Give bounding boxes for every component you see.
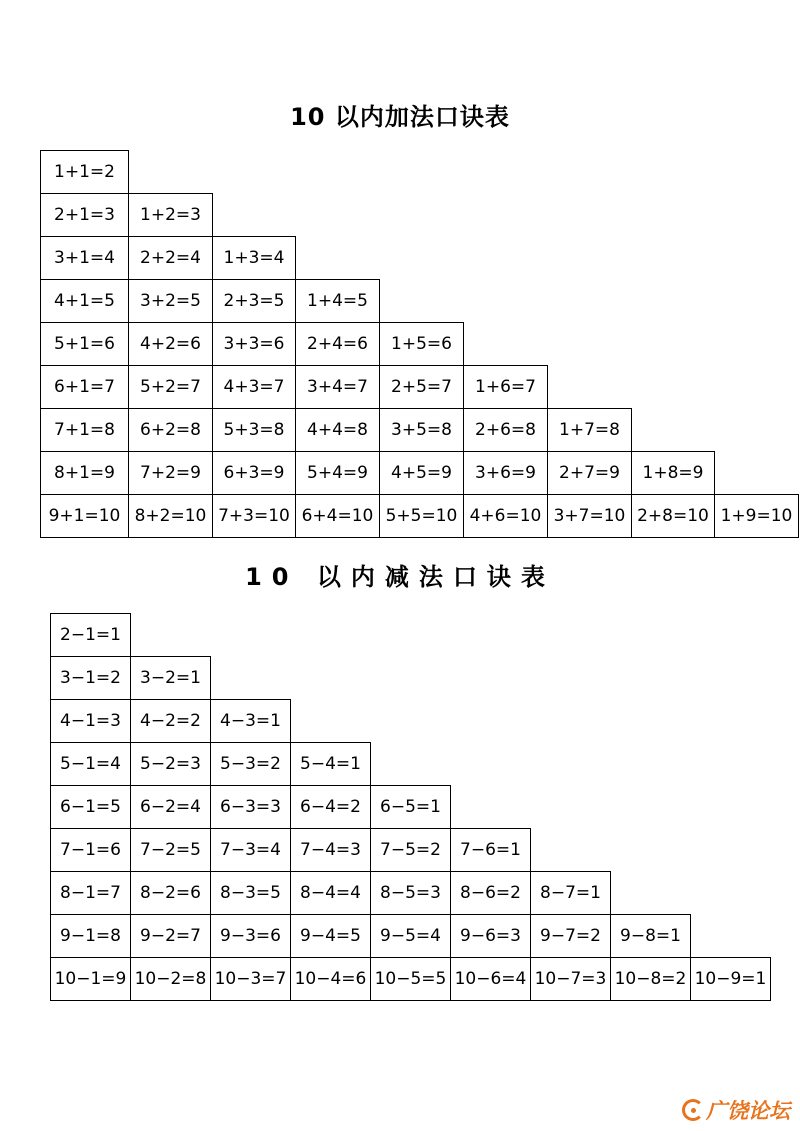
- subtraction-cell: 9−5=4: [370, 914, 451, 958]
- addition-cell: 6+1=7: [40, 365, 129, 409]
- addition-cell: 7+1=8: [40, 408, 129, 452]
- subtraction-cell: 10−2=8: [130, 957, 211, 1001]
- subtraction-cell: 9−6=3: [450, 914, 531, 958]
- addition-cell: 2+6=8: [463, 408, 548, 452]
- subtraction-cell: 10−1=9: [50, 957, 131, 1001]
- subtraction-table-title: 10 以内减法口诀表: [245, 563, 555, 591]
- addition-cell: 2+2=4: [128, 236, 213, 280]
- addition-cell: 1+4=5: [295, 279, 380, 323]
- addition-cell: 4+6=10: [463, 494, 548, 538]
- watermark-text: 广饶论坛: [706, 1099, 790, 1123]
- addition-cell: 6+4=10: [295, 494, 380, 538]
- addition-cell: 1+3=4: [212, 236, 296, 280]
- addition-cell: 2+1=3: [40, 193, 129, 237]
- subtraction-cell: 9−8=1: [610, 914, 691, 958]
- addition-cell: 2+4=6: [295, 322, 380, 366]
- subtraction-cell: 7−3=4: [210, 828, 291, 872]
- subtraction-cell: 4−1=3: [50, 699, 131, 743]
- addition-cell: 4+1=5: [40, 279, 129, 323]
- subtraction-cell: 2−1=1: [50, 613, 131, 657]
- subtraction-cell: 4−3=1: [210, 699, 291, 743]
- subtraction-cell: 5−1=4: [50, 742, 131, 786]
- subtraction-cell: 10−4=6: [290, 957, 371, 1001]
- addition-cell: 6+3=9: [212, 451, 296, 495]
- subtraction-cell: 7−1=6: [50, 828, 131, 872]
- subtraction-cell: 10−5=5: [370, 957, 451, 1001]
- addition-cell: 6+2=8: [128, 408, 213, 452]
- subtraction-cell: 9−1=8: [50, 914, 131, 958]
- subtraction-cell: 7−6=1: [450, 828, 531, 872]
- subtraction-cell: 9−4=5: [290, 914, 371, 958]
- subtraction-cell: 6−3=3: [210, 785, 291, 829]
- addition-cell: 8+2=10: [128, 494, 213, 538]
- subtraction-cell: 8−2=6: [130, 871, 211, 915]
- subtraction-cell: 3−2=1: [130, 656, 211, 700]
- addition-cell: 3+4=7: [295, 365, 380, 409]
- addition-cell: 4+2=6: [128, 322, 213, 366]
- subtraction-cell: 5−3=2: [210, 742, 291, 786]
- addition-cell: 5+4=9: [295, 451, 380, 495]
- addition-cell: 1+6=7: [463, 365, 548, 409]
- addition-cell: 1+9=10: [714, 494, 799, 538]
- addition-cell: 5+2=7: [128, 365, 213, 409]
- subtraction-cell: 6−5=1: [370, 785, 451, 829]
- addition-cell: 5+3=8: [212, 408, 296, 452]
- subtraction-cell: 9−2=7: [130, 914, 211, 958]
- subtraction-cell: 8−5=3: [370, 871, 451, 915]
- subtraction-cell: 10−8=2: [610, 957, 691, 1001]
- addition-cell: 3+1=4: [40, 236, 129, 280]
- subtraction-cell: 10−7=3: [530, 957, 611, 1001]
- subtraction-cell: 7−2=5: [130, 828, 211, 872]
- addition-table-title: 10 以内加法口诀表: [290, 103, 510, 131]
- addition-cell: 8+1=9: [40, 451, 129, 495]
- watermark: [682, 1095, 790, 1125]
- subtraction-cell: 3−1=2: [50, 656, 131, 700]
- addition-cell: 5+1=6: [40, 322, 129, 366]
- subtraction-cell: 8−3=5: [210, 871, 291, 915]
- addition-cell: 3+5=8: [379, 408, 464, 452]
- addition-cell: 5+5=10: [379, 494, 464, 538]
- addition-cell: 4+4=8: [295, 408, 380, 452]
- addition-cell: 2+7=9: [547, 451, 632, 495]
- addition-cell: 1+2=3: [128, 193, 213, 237]
- addition-cell: 1+7=8: [547, 408, 632, 452]
- subtraction-cell: 10−9=1: [690, 957, 771, 1001]
- subtraction-cell: 5−4=1: [290, 742, 371, 786]
- addition-cell: 2+8=10: [631, 494, 715, 538]
- addition-cell: 1+5=6: [379, 322, 464, 366]
- swirl-logo-icon: [682, 1099, 704, 1121]
- addition-cell: 3+7=10: [547, 494, 632, 538]
- addition-cell: 4+5=9: [379, 451, 464, 495]
- subtraction-cell: 6−1=5: [50, 785, 131, 829]
- subtraction-cell: 9−3=6: [210, 914, 291, 958]
- addition-cell: 1+8=9: [631, 451, 715, 495]
- addition-cell: 2+5=7: [379, 365, 464, 409]
- subtraction-cell: 10−6=4: [450, 957, 531, 1001]
- addition-cell: 4+3=7: [212, 365, 296, 409]
- subtraction-cell: 10−3=7: [210, 957, 291, 1001]
- subtraction-cell: 7−4=3: [290, 828, 371, 872]
- subtraction-cell: 6−2=4: [130, 785, 211, 829]
- addition-cell: 3+3=6: [212, 322, 296, 366]
- addition-cell: 1+1=2: [40, 150, 129, 194]
- subtraction-cell: 6−4=2: [290, 785, 371, 829]
- addition-cell: 3+6=9: [463, 451, 548, 495]
- addition-cell: 9+1=10: [40, 494, 129, 538]
- subtraction-cell: 8−1=7: [50, 871, 131, 915]
- subtraction-cell: 8−7=1: [530, 871, 611, 915]
- addition-cell: 2+3=5: [212, 279, 296, 323]
- subtraction-cell: 5−2=3: [130, 742, 211, 786]
- addition-cell: 7+2=9: [128, 451, 213, 495]
- subtraction-cell: 8−6=2: [450, 871, 531, 915]
- subtraction-cell: 4−2=2: [130, 699, 211, 743]
- subtraction-cell: 8−4=4: [290, 871, 371, 915]
- subtraction-cell: 7−5=2: [370, 828, 451, 872]
- addition-cell: 7+3=10: [212, 494, 296, 538]
- addition-cell: 3+2=5: [128, 279, 213, 323]
- subtraction-cell: 9−7=2: [530, 914, 611, 958]
